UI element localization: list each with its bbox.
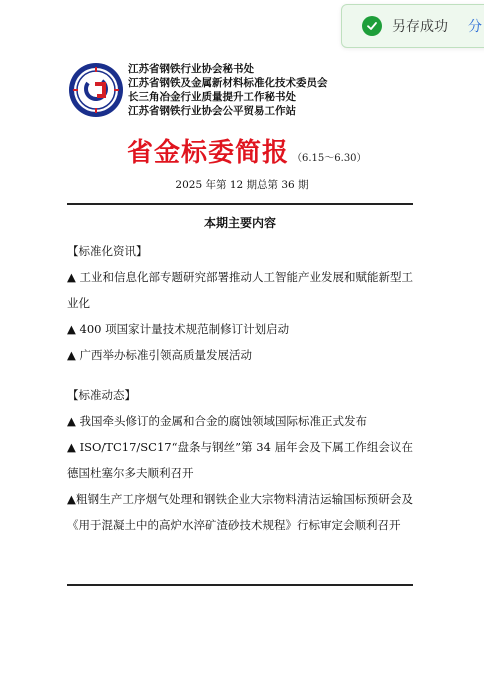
- section-heading: 【标准化资讯】: [67, 244, 148, 258]
- save-success-toast: [341, 4, 484, 48]
- list-item: ▲ 我国牵头修订的金属和合金的腐蚀领域国际标准正式发布: [67, 414, 367, 428]
- check-circle-icon: [362, 16, 382, 36]
- list-item: ▲ 工业和信息化部专题研究部署推动人工智能产业发展和赋能新型工业化: [67, 270, 413, 310]
- bottom-divider: [67, 584, 413, 586]
- issue-number: 2025 年第 12 期总第 36 期: [175, 179, 309, 191]
- list-item: ▲ 广西举办标准引领高质量发展活动: [67, 348, 252, 362]
- organization-name: 江苏省钢铁行业协会公平贸易工作站: [128, 105, 296, 117]
- contents-heading: 本期主要内容: [203, 216, 276, 230]
- list-item: ▲粗钢生产工序烟气处理和钢铁企业大宗物料清洁运输国标预研会及《用于混凝土中的高炉水淬矿渣砂技术规程》行标审定会顺利召开: [67, 492, 413, 532]
- organization-name: 江苏省钢铁及金属新材料标准化技术委员会: [128, 77, 328, 89]
- association-logo-icon: [68, 62, 124, 118]
- organization-list: [128, 62, 328, 118]
- organization-name: 江苏省钢铁行业协会秘书处: [128, 63, 254, 75]
- bulletin-title-row: [127, 132, 367, 169]
- toast-action-link[interactable]: 分: [468, 19, 482, 35]
- contents-section: [67, 214, 413, 538]
- list-item: ▲ ISO/TC17/SC17“盘条与钢丝”第 34 届年会及下属工作组会议在德国杜塞尔多夫顺利召开: [67, 440, 413, 480]
- organization-name: 长三角冶金行业质量提升工作秘书处: [128, 91, 296, 103]
- bulletin-title: 省金标委简报: [127, 138, 290, 168]
- top-divider: [67, 203, 413, 205]
- section-heading: 【标准动态】: [67, 388, 136, 402]
- bulletin-period: （6.15～6.30）: [292, 153, 367, 164]
- list-item: ▲ 400 项国家计量技术规范制修订计划启动: [67, 322, 290, 336]
- toast-message: 另存成功: [392, 19, 448, 35]
